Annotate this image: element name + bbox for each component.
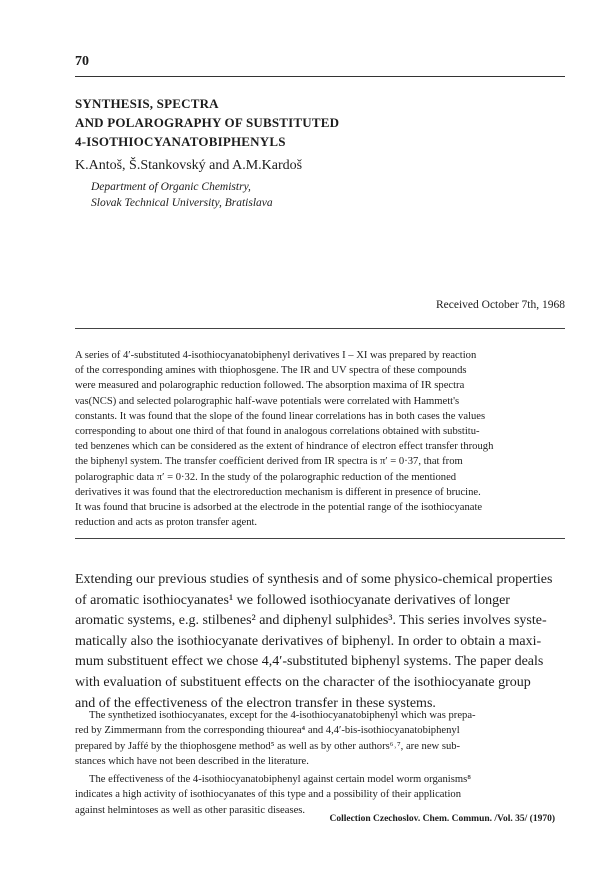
title-line: SYNTHESIS, SPECTRA	[75, 96, 219, 111]
abstract-line: derivatives it was found that the electroreduction mechanism is different in presence of brucine.	[75, 486, 481, 498]
abstract-line: of the corresponding amines with thiophosgene. The IR and UV spectra of these compounds	[75, 365, 467, 377]
body-line: The effectiveness of the 4-isothiocyanatobiphenyl against certain model worm organisms⁸	[89, 774, 471, 785]
title-line: AND POLAROGRAPHY OF SUBSTITUTED	[75, 115, 340, 130]
abstract-line: constants. It was found that the slope of the found linear correlations has in both cases the values	[75, 410, 486, 422]
abstract-bottom-rule	[75, 538, 565, 539]
affiliation-line: Department of Organic Chemistry,	[91, 181, 251, 193]
abstract-line: reduction and acts as proton transfer agent.	[75, 517, 258, 529]
page-number: 70	[75, 54, 89, 69]
lead-line: of aromatic isothiocyanates¹ we followed isothiocyanate derivatives of longer	[75, 592, 510, 608]
lead-line: aromatic systems, e.g. stilbenes² and diphenyl sulphides³. This series involves syste-	[75, 613, 547, 629]
affiliation	[91, 179, 273, 211]
body-line: The synthetized isothiocyanates, except for the 4-isothiocyanatobiphenyl which was prepa-	[89, 710, 476, 721]
body-line: against helmintoses as well as other parasitic diseases.	[75, 804, 306, 816]
abstract-top-rule	[75, 328, 565, 329]
lead-line: mum substituent effect we chose 4,4′-substituted biphenyl systems. The paper deals	[75, 654, 544, 670]
abstract-line: ted benzenes which can be considered as the extent of hindrance of electron effect transfer through	[75, 441, 494, 453]
authors: K.Antoš, Š.Stankovský and A.M.Kardoš	[75, 158, 303, 173]
journal-footer: Collection Czechoslov. Chem. Commun. /Vol. 35/ (1970)	[329, 814, 555, 824]
body-line: indicates a high activity of isothiocyanates of this type and a possibility of their application	[75, 789, 461, 801]
lead-line: matically also the isothiocyanate derivatives of biphenyl. In order to obtain a maxi-	[75, 633, 542, 649]
abstract-line: It was found that brucine is adsorbed at the electrode in the potential range of the isothiocyanate	[75, 502, 483, 514]
abstract-line: polarographic data π′ = 0·32. In the study of the polarographic reduction of the mentioned	[75, 471, 457, 483]
received-date: Received October 7th, 1968	[435, 299, 565, 311]
header-rule	[75, 76, 565, 77]
body-paragraph-synthesis	[75, 708, 565, 770]
abstract	[75, 348, 565, 530]
lead-line: and of the effectiveness of the electron transfer in these systems.	[75, 695, 436, 711]
abstract-line: the biphenyl system. The transfer coefficient derived from IR spectra is π′ = 0·37, that from	[75, 456, 463, 468]
body-line: red by Zimmermann from the corresponding thiourea⁴ and 4,4′-bis-isothiocyanatobiphenyl	[75, 725, 460, 737]
body-line: prepared by Jaffé by the thiophosgene method⁵ as well as by other authors⁶˒⁷, are new sub-	[75, 740, 461, 752]
lead-line: with evaluation of substituent effects on the character of the isothiocyanate group	[75, 674, 531, 690]
title-line: 4-ISOTHIOCYANATOBIPHENYLS	[75, 134, 286, 149]
introduction-paragraph	[75, 570, 565, 714]
article-title	[75, 94, 339, 151]
abstract-line: corresponding to about one third of that found in analogous correlations obtained with substitu-	[75, 426, 480, 438]
body-line: stances which have not been described in the literature.	[75, 756, 309, 768]
body-paragraph-effectiveness	[75, 772, 565, 818]
abstract-line: were measured and polarographic reduction followed. The absorption maxima of IR spectra	[75, 380, 465, 392]
abstract-line: νas(NCS) and selected polarographic half-wave potentials were correlated with Hammett's	[75, 395, 460, 407]
affiliation-line: Slovak Technical University, Bratislava	[91, 197, 273, 209]
abstract-line: A series of 4′-substituted 4-isothiocyanatobiphenyl derivatives I – XI was prepared by reaction	[75, 350, 477, 361]
lead-line: Extending our previous studies of synthesis and of some physico-chemical properties	[75, 572, 553, 587]
